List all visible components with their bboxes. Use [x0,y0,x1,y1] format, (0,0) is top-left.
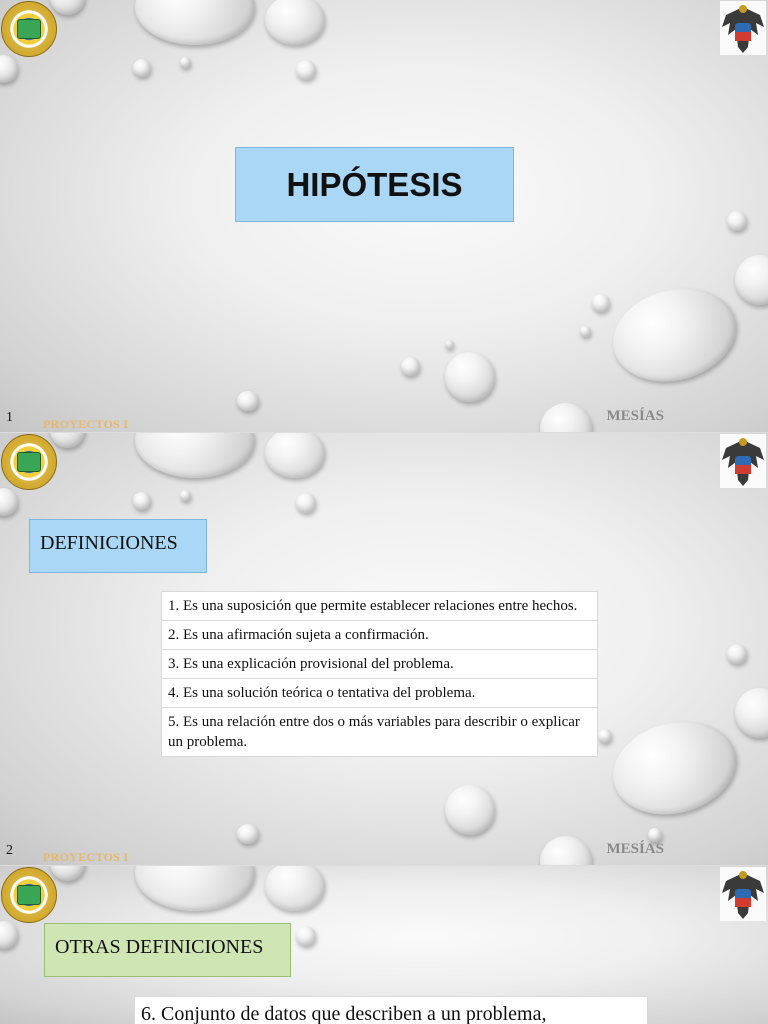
footer-author-label: MESÍAS [606,841,664,857]
water-drop [445,785,495,835]
water-drop [0,488,18,516]
water-drop [401,357,420,376]
water-drop [237,824,259,844]
water-drop [265,866,325,911]
table-row [162,621,598,650]
table-row [162,708,598,757]
definition-3: 3. Es una explicación provisional del problema. [162,650,598,679]
slide-1 [0,0,768,432]
water-drop [0,55,18,83]
water-drop [180,57,191,68]
water-drop [727,644,747,664]
water-drop [135,0,255,45]
water-drop [727,211,747,231]
table-row [162,650,598,679]
definitions-table [161,591,598,757]
water-drop [540,403,592,432]
water-drop [648,828,662,842]
slide-2 [0,433,768,865]
water-drop [602,708,746,827]
water-drop [135,433,255,478]
definition-5: 5. Es una relación entre dos o más variables para describir o explicar un problema. [162,708,598,757]
water-drop [296,60,316,80]
slide-number: 1 [6,410,13,425]
eagle-crest-logo [720,867,766,921]
eagle-crest-logo [720,1,766,55]
water-drop [237,391,259,411]
table-row [162,592,598,621]
slide-title: HIPÓTESIS [235,147,514,222]
university-seal-logo [1,1,57,57]
definition-4: 4. Es una solución teórica o tentativa del problema. [162,679,598,708]
footer-author-label: MESÍAS [606,408,664,424]
water-drop [445,340,454,349]
university-seal-logo [1,434,57,490]
slide-3 [0,866,768,1024]
water-drop [133,59,151,77]
water-drop [602,275,746,394]
water-drop [135,866,255,911]
footer-course-label: PROYECTOS I [43,417,129,431]
slide-heading: OTRAS DEFINICIONES [44,923,291,977]
water-drop [180,490,191,501]
definition-2: 2. Es una afirmación sujeta a confirmación. [162,621,598,650]
water-drop [265,433,325,478]
water-drop [265,0,325,45]
eagle-crest-logo [720,434,766,488]
water-drop [540,836,592,865]
definition-6: 6. Conjunto de datos que describen a un problema, [134,996,648,1024]
slide-heading: DEFINICIONES [29,519,207,573]
water-drop [580,326,591,337]
water-drop [598,729,612,743]
water-drop [296,493,316,513]
definition-1: 1. Es una suposición que permite establecer relaciones entre hechos. [162,592,598,621]
water-drop [0,921,18,949]
water-drop [592,294,610,312]
university-seal-logo [1,867,57,923]
water-drop [133,492,151,510]
water-drop [445,352,495,402]
table-row [162,679,598,708]
slide-number: 2 [6,843,13,858]
footer-course-label: PROYECTOS I [43,850,129,864]
water-drop [735,688,768,738]
water-drop [296,926,316,946]
water-drop [735,255,768,305]
